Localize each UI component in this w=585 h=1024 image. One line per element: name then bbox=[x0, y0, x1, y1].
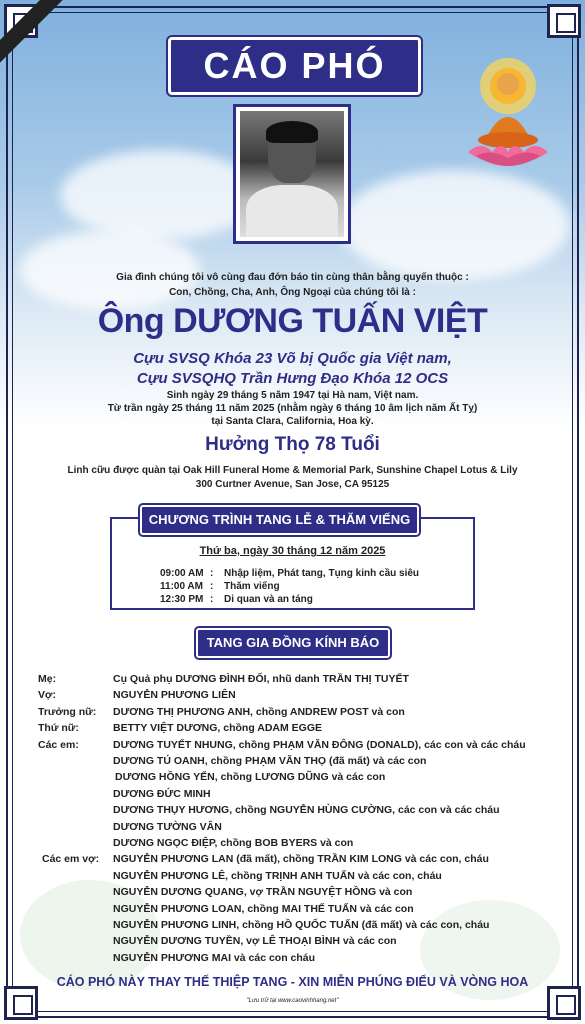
family-member-names: DƯƠNG TƯỜNG VÂN bbox=[113, 820, 222, 833]
schedule-time: 11:00 AM bbox=[160, 581, 203, 592]
family-member-names: Cụ Quả phụ DƯƠNG ĐÌNH ĐỐI, nhũ danh TRẦN THỊ TUYẾT bbox=[113, 673, 409, 685]
family-member-names: DƯƠNG TUYẾT NHUNG, chồng PHẠM VĂN ĐÔNG (DONALD), các con và các cháu bbox=[113, 738, 526, 751]
age-heading: Hưởng Thọ 78 Tuổi bbox=[205, 434, 380, 455]
family-member-names: DƯƠNG TÚ OANH, chồng PHẠM VĂN THỌ (đã mất) và các con bbox=[113, 755, 427, 767]
family-relation-label: Trưởng nữ: bbox=[38, 705, 97, 718]
mourning-ribbon bbox=[0, 0, 170, 170]
death-place: tại Santa Clara, California, Hoa kỳ. bbox=[211, 416, 374, 427]
family-relation-label: Thứ nữ: bbox=[38, 722, 79, 735]
family-relation-label: Vợ: bbox=[38, 689, 56, 702]
schedule-text: Nhập liệm, Phát tang, Tụng kinh cầu siêu bbox=[224, 568, 420, 579]
family-member-names: BETTY VIỆT DƯƠNG, chồng ADAM EGGE bbox=[113, 722, 323, 735]
rank-line-2: Cựu SVSQHQ Trần Hưng Đạo Khóa 12 OCS bbox=[136, 370, 449, 387]
family-member-names: NGUYỄN PHƯƠNG LINH, chồng HỒ QUỐC TUẤN (đã mất) và các con, cháu bbox=[113, 919, 490, 931]
family-member-names: DƯƠNG ĐỨC MINH bbox=[113, 787, 211, 800]
schedule-text: Thăm viếng bbox=[224, 581, 280, 592]
schedule-time: 09:00 AM bbox=[160, 568, 204, 579]
schedule-item bbox=[160, 568, 419, 579]
rank-line-1: Cựu SVSQ Khóa 23 Võ bị Quốc gia Việt nam, bbox=[133, 350, 452, 367]
archive-credit: "Lưu trữ tại www.caovinhhang.net" bbox=[246, 998, 339, 1004]
family-member-names: DƯƠNG THỊ PHƯƠNG ANH, chồng ANDREW POST và con bbox=[113, 705, 405, 718]
schedule-banner: CHƯƠNG TRÌNH TANG LỄ & THĂM VIẾNG bbox=[140, 505, 419, 535]
family-relation-label: Các em vợ: bbox=[42, 853, 100, 866]
family-member-names: NGUYỄN PHƯƠNG MAI và các con cháu bbox=[113, 951, 316, 964]
family-member-names: DƯƠNG THỤY HƯƠNG, chồng NGUYỄN HÙNG CƯỜNG, các con và các cháu bbox=[113, 804, 500, 817]
corner-ornament bbox=[547, 4, 581, 38]
birth-info: Sinh ngày 29 tháng 5 năm 1947 tại Hà nam, Việt nam. bbox=[166, 390, 419, 401]
schedule-date: Thứ ba, ngày 30 tháng 12 năm 2025 bbox=[199, 545, 386, 557]
family-relation-label: Các em: bbox=[38, 738, 79, 751]
family-member-names: NGUYỄN PHƯƠNG LÊ, chồng TRỊNH ANH TUẤN và các con, cháu bbox=[113, 869, 442, 882]
portrait-photo bbox=[233, 104, 351, 244]
viewing-location-2: 300 Curtner Avenue, San Jose, CA 95125 bbox=[195, 479, 390, 490]
schedule-text: Di quan và an táng bbox=[224, 594, 313, 605]
schedule-time: 12:30 PM bbox=[160, 594, 204, 605]
family-member-names: DƯƠNG HỒNG YẾN, chồng LƯƠNG DŨNG và các con bbox=[115, 771, 386, 784]
schedule-separator: : bbox=[210, 594, 214, 605]
page-title: CÁO PHÓ bbox=[168, 37, 421, 95]
buddha-icon bbox=[462, 56, 554, 168]
schedule-separator: : bbox=[210, 581, 214, 592]
schedule-item bbox=[160, 594, 313, 605]
family-member-names: NGUYỄN PHƯƠNG LIÊN bbox=[113, 689, 236, 702]
death-info: Từ trần ngày 25 tháng 11 năm 2025 (nhằm ngày 6 tháng 10 âm lịch năm Ất Tỵ) bbox=[107, 403, 478, 414]
family-banner: TANG GIA ĐỒNG KÍNH BÁO bbox=[196, 628, 390, 658]
family-member-names: NGUYỄN DƯƠNG TUYỀN, vợ LÊ THOẠI BÌNH và các con bbox=[113, 935, 397, 948]
schedule-separator: : bbox=[210, 568, 214, 579]
viewing-location-1: Linh cữu được quàn tại Oak Hill Funeral Home & Memorial Park, Sunshine Chapel Lotus & Lily bbox=[67, 465, 518, 476]
family-member-names: NGUYỄN DƯƠNG QUANG, vợ TRẦN NGUYỆT HỒNG và con bbox=[113, 886, 413, 899]
family-member-names: NGUYỄN PHƯƠNG LAN (đã mất), chồng TRẦN KIM LONG và các con, cháu bbox=[113, 853, 489, 866]
intro-line-2: Con, Chồng, Cha, Anh, Ông Ngoại của chúng tôi là : bbox=[169, 287, 416, 298]
family-relation-label: Mẹ: bbox=[38, 673, 57, 685]
family-member-names: NGUYỄN PHƯƠNG LOAN, chồng MAI THẾ TUẤN và các con bbox=[113, 902, 414, 915]
footer-notice: CÁO PHÓ NÀY THAY THẾ THIỆP TANG - XIN MIỄN PHÚNG ĐIẾU VÀ VÒNG HOA bbox=[56, 975, 529, 989]
intro-line-1: Gia đình chúng tôi vô cùng đau đớn báo tin cùng thân bằng quyến thuộc : bbox=[116, 272, 469, 283]
family-member-names: DƯƠNG NGỌC ĐIỆP, chồng BOB BYERS và con bbox=[113, 837, 354, 849]
schedule-item bbox=[160, 581, 280, 592]
deceased-name: Ông DƯƠNG TUẤN VIỆT bbox=[97, 302, 488, 340]
